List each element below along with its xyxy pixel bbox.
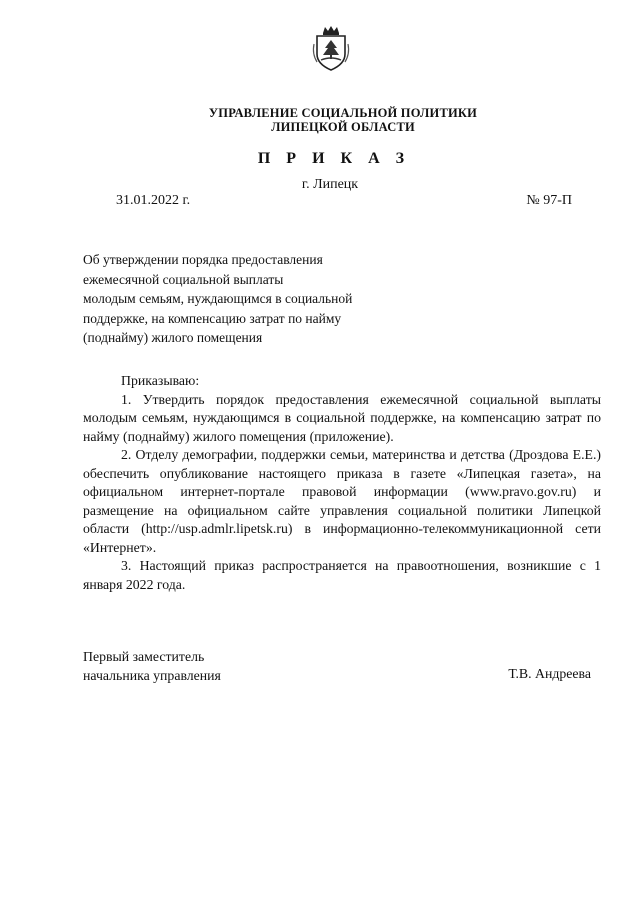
organization-name-line1: УПРАВЛЕНИЕ СОЦИАЛЬНОЙ ПОЛИТИКИ	[208, 106, 478, 120]
position-line: начальника управления	[83, 667, 221, 683]
order-item-3: 3. Настоящий приказ распространяется на правоотношения, возникшие с 1 января 2022 года.	[83, 558, 601, 592]
order-intro: Приказываю:	[121, 373, 200, 388]
document-number: № 97-П	[526, 193, 572, 208]
signatory-position	[83, 648, 221, 685]
signatory-name: Т.В. Андреева	[508, 666, 591, 681]
city: г. Липецк	[301, 177, 359, 192]
position-line: Первый заместитель	[83, 649, 205, 664]
subject-line: поддержке, на компенсацию затрат по найму	[83, 310, 342, 326]
subject-line: (поднайму) жилого помещения	[83, 330, 263, 345]
document-date: 31.01.2022 г.	[116, 193, 191, 208]
document-body	[83, 372, 601, 594]
subject-line: Об утверждении порядка предоставления	[83, 252, 323, 267]
document-title: П Р И К А З	[257, 150, 411, 167]
subject-line: молодым семьям, нуждающимся в социальной	[83, 291, 353, 306]
order-item-2: 2. Отделу демографии, поддержки семьи, материнства и детства (Дроздова Е.Е.) обеспечить опубликование настоящего приказа в газете «Липецкая газета», на официальном интернет-портале правовой информации (www.pravo.gov.ru) и размещение на официальном сайте управления социальной политики Липецкой области (http://usp.admlr.lipetsk.ru) в информационно-телекоммуникационной сети «Интернет».	[83, 447, 601, 555]
document-subject	[83, 250, 403, 348]
order-item-1: 1. Утвердить порядок предоставления ежемесячной социальной выплаты молодым семьям, нуждающимся в социальной поддержке, на компенсацию затрат по найму (поднайму) жилого помещения (приложение).	[83, 391, 601, 444]
subject-line: ежемесячной социальной выплаты	[83, 271, 284, 287]
coat-of-arms-icon	[311, 24, 351, 72]
organization-name-line2: ЛИПЕЦКОЙ ОБЛАСТИ	[271, 120, 415, 134]
